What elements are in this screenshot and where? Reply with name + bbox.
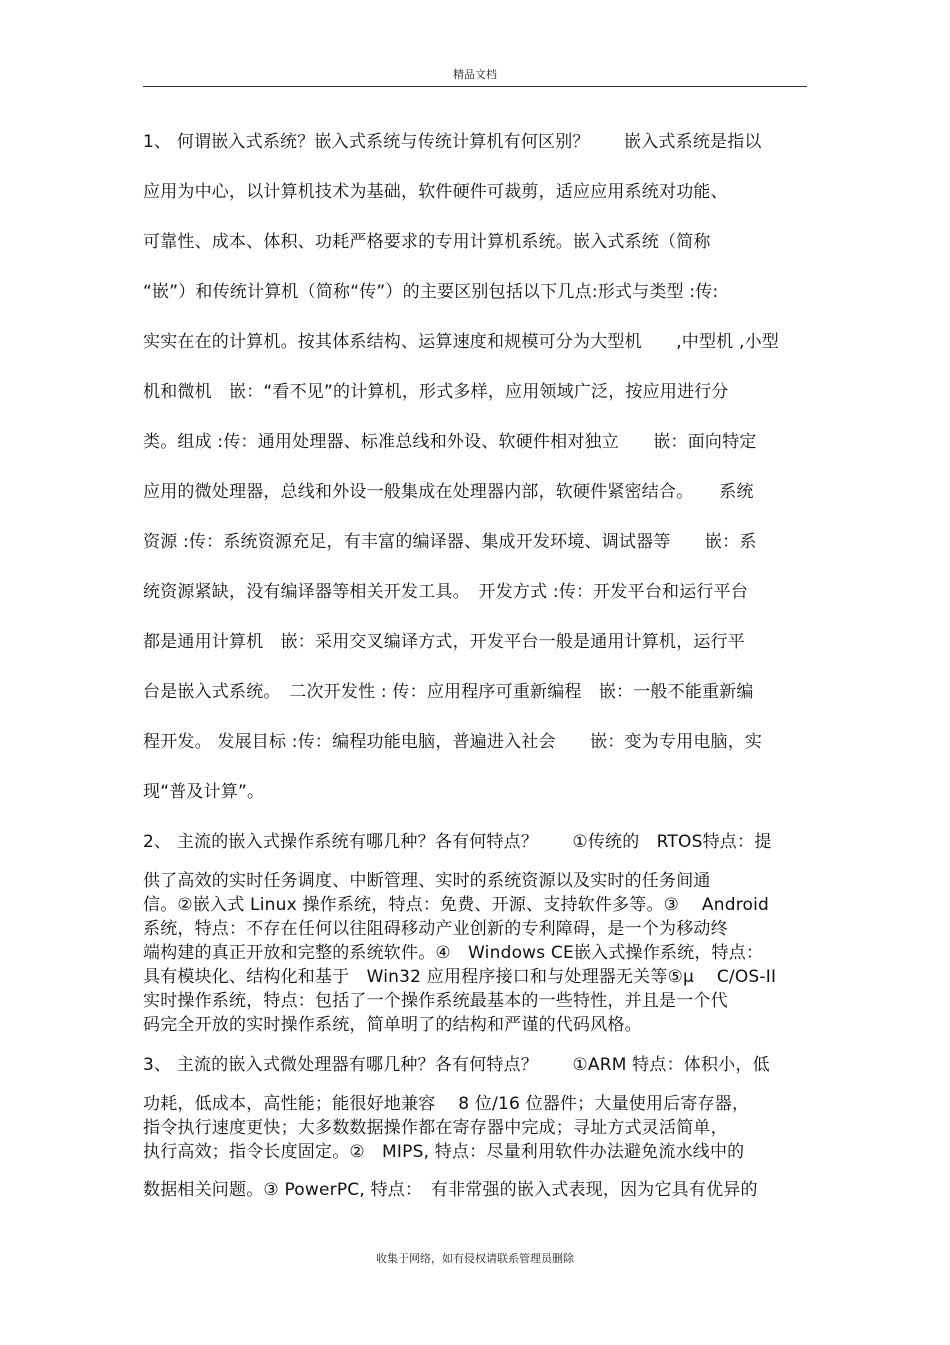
body-line: 1、 何谓嵌入式系统？嵌入式系统与传统计算机有何区别？ 嵌入式系统是指以 xyxy=(143,132,762,152)
body-line: 2、 主流的嵌入式操作系统有哪几种？各有何特点？ ①传统的 RTOS特点：提 xyxy=(143,832,772,852)
body-line: 应用为中心，以计算机技术为基础，软件硬件可裁剪，适应应用系统对功能、 xyxy=(143,182,728,202)
body-line: 数据相关问题。③ PowerPC, 特点： 有非常强的嵌入式表现，因为它具有优异的 xyxy=(143,1180,758,1200)
body-line: 系统，特点：不存在任何以往阻碍移动产业创新的专利障碍，是一个为移动终 xyxy=(143,919,728,939)
body-line: 码完全开放的实时操作系统，简单明了的结构和严谨的代码风格。 xyxy=(143,1015,642,1035)
body-line: 功耗，低成本，高性能；能很好地兼容 8 位/16 位器件；大量使用后寄存器， xyxy=(143,1094,750,1114)
body-line: 程开发。 发展目标 :传：编程功能电脑，普遍进入社会 嵌：变为专用电脑，实 xyxy=(143,732,763,752)
body-line: 应用的微处理器，总线和外设一般集成在处理器内部，软硬件紧密结合。 系统 xyxy=(143,482,754,502)
body-line: 现“普及计算”。 xyxy=(143,782,265,802)
body-line: 都是通用计算机 嵌：采用交叉编译方式，开发平台一般是通用计算机，运行平 xyxy=(143,632,745,652)
body-line: 实时操作系统，特点：包括了一个操作系统最基本的一些特性，并且是一个代 xyxy=(143,991,728,1011)
body-line: 具有模块化、结构化和基于 Win32 应用程序接口和与处理器无关等⑤μ C/OS-II xyxy=(143,967,777,987)
body-line: 端构建的真正开放和完整的系统软件。④ Windows CE嵌入式操作系统，特点： xyxy=(143,943,764,963)
body-line: “嵌”）和传统计算机（简称“传”）的主要区别包括以下几点:形式与类型 :传: xyxy=(143,282,719,302)
body-line: 资源 :传：系统资源充足，有丰富的编译器、集成开发环境、调试器等 嵌：系 xyxy=(143,532,757,552)
body-line: 机和微机 嵌：“看不见”的计算机，形式多样，应用领域广泛，按应用进行分 xyxy=(143,382,729,402)
body-line: 可靠性、成本、体积、功耗严格要求的专用计算机系统。嵌入式系统（简称 xyxy=(143,232,711,252)
header-rule xyxy=(143,86,807,87)
body-line: 台是嵌入式系统。 二次开发性 : 传：应用程序可重新编程 嵌：一般不能重新编 xyxy=(143,682,754,702)
body-line: 供了高效的实时任务调度、中断管理、实时的系统资源以及实时的任务间通 xyxy=(143,871,711,891)
body-line: 类。组成 :传：通用处理器、标准总线和外设、软硬件相对独立 嵌：面向特定 xyxy=(143,432,757,452)
body-line: 实实在在的计算机。按其体系结构、运算速度和规模可分为大型机 ,中型机 ,小型 xyxy=(143,332,780,352)
page-header: 精品文档 xyxy=(453,68,497,81)
body-line: 统资源紧缺，没有编译器等相关开发工具。 开发方式 :传：开发平台和运行平台 xyxy=(143,582,749,602)
body-line: 指令执行速度更快；大多数数据操作都在寄存器中完成；寻址方式灵活简单， xyxy=(143,1118,728,1138)
page-footer: 收集于网络，如有侵权请联系管理员删除 xyxy=(376,1252,574,1265)
body-line: 信。②嵌入式 Linux 操作系统，特点：免费、开源、支持软件多等。③ Android xyxy=(143,895,770,915)
body-line: 执行高效；指令长度固定。② MIPS, 特点：尽量利用软件办法避免流水线中的 xyxy=(143,1142,745,1162)
body-line: 3、 主流的嵌入式微处理器有哪几种？各有何特点？ ①ARM 特点：体积小，低 xyxy=(143,1055,770,1075)
